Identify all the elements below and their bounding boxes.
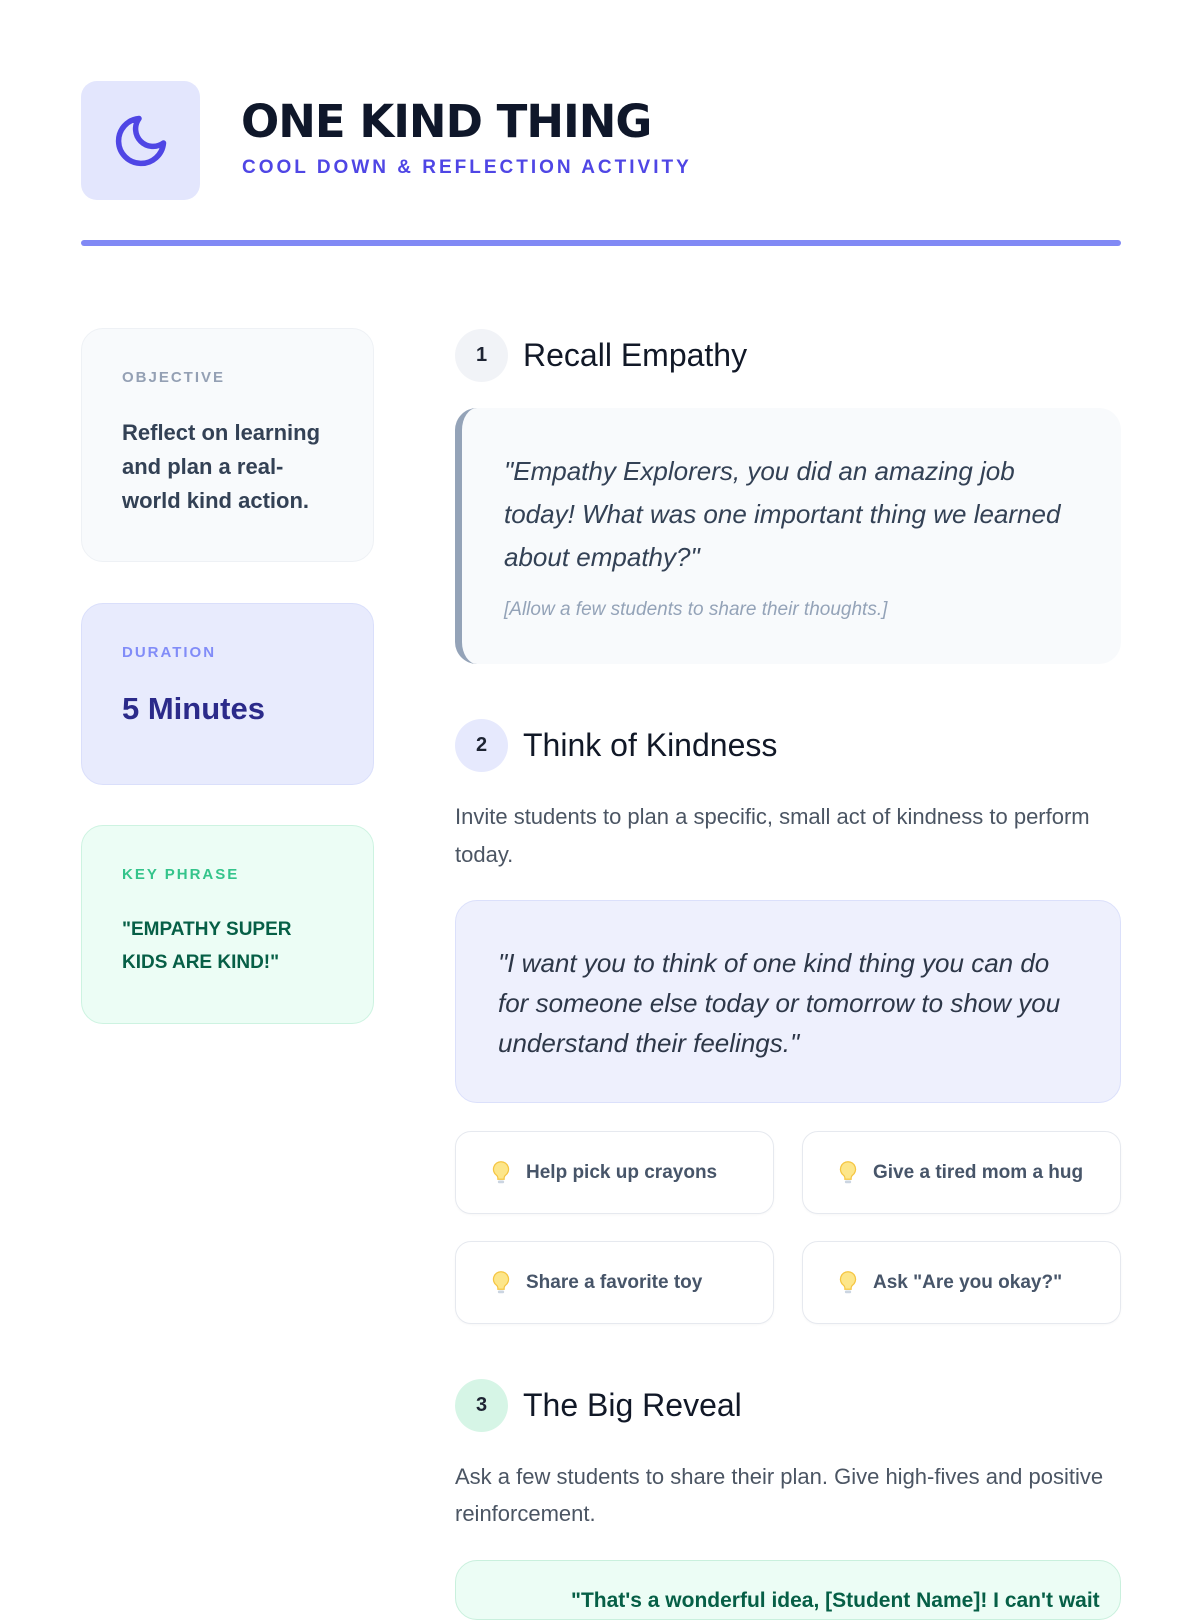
idea-label: Ask "Are you okay?" bbox=[873, 1271, 1063, 1293]
duration-card bbox=[81, 603, 374, 785]
idea-card bbox=[455, 1131, 774, 1214]
step-1-number: 1 bbox=[455, 329, 508, 382]
step-2-title: Think of Kindness bbox=[523, 726, 778, 763]
duration-label: DURATION bbox=[122, 644, 217, 661]
objective-label: OBJECTIVE bbox=[122, 369, 226, 386]
idea-label: Help pick up crayons bbox=[526, 1161, 718, 1183]
key-phrase-text: "EMPATHY SUPER KIDS ARE KIND!" bbox=[122, 919, 292, 973]
step-3-title: The Big Reveal bbox=[523, 1386, 742, 1423]
step-2-quote: "I want you to think of one kind thing you can do for someone else today or tomorrow to show you understand their feelings." bbox=[498, 948, 1061, 1058]
lightbulb-icon bbox=[486, 1268, 516, 1298]
step-2-description: Invite students to plan a specific, small act of kindness to perform today. bbox=[455, 804, 1090, 867]
step-2-number: 2 bbox=[455, 719, 508, 772]
step-1-quote: "Empathy Explorers, you did an amazing job today! What was one important thing we learned about empathy?" bbox=[504, 456, 1061, 572]
lightbulb-icon bbox=[833, 1158, 863, 1188]
step-3-number: 3 bbox=[455, 1379, 508, 1432]
step-3-header bbox=[455, 1378, 742, 1432]
step-2-header bbox=[455, 718, 777, 772]
step-3-quote: "That's a wonderful idea, [Student Name]! I can't wait bbox=[571, 1589, 1100, 1612]
page-subtitle: COOL DOWN & REFLECTION ACTIVITY bbox=[242, 157, 692, 178]
key-phrase-card bbox=[81, 825, 374, 1024]
objective-card bbox=[81, 328, 374, 562]
header-divider bbox=[81, 240, 1121, 246]
duration-value: 5 Minutes bbox=[122, 691, 265, 726]
step-3-quote-box bbox=[455, 1560, 1121, 1620]
step-1-quote-box bbox=[455, 408, 1121, 664]
step-1-note: [Allow a few students to share their thoughts.] bbox=[504, 599, 888, 620]
moon-icon bbox=[111, 111, 171, 171]
idea-card bbox=[455, 1241, 774, 1324]
logo-tile bbox=[81, 81, 200, 200]
idea-card bbox=[802, 1241, 1121, 1324]
idea-label: Give a tired mom a hug bbox=[873, 1161, 1084, 1183]
idea-label: Share a favorite toy bbox=[526, 1271, 703, 1293]
step-2-quote-box bbox=[455, 900, 1121, 1103]
step-1-title: Recall Empathy bbox=[523, 336, 748, 373]
objective-text: Reflect on learning and plan a real-world kind action. bbox=[122, 420, 321, 513]
step-3-description: Ask a few students to share their plan. Give high-fives and positive reinforcement. bbox=[455, 1464, 1104, 1526]
lightbulb-icon bbox=[833, 1268, 863, 1298]
page-title: ONE KIND THING bbox=[241, 95, 652, 148]
page-header bbox=[81, 81, 1121, 201]
key-phrase-label: KEY PHRASE bbox=[122, 866, 240, 883]
idea-card bbox=[802, 1131, 1121, 1214]
step-1-header bbox=[455, 328, 747, 382]
lightbulb-icon bbox=[486, 1158, 516, 1188]
